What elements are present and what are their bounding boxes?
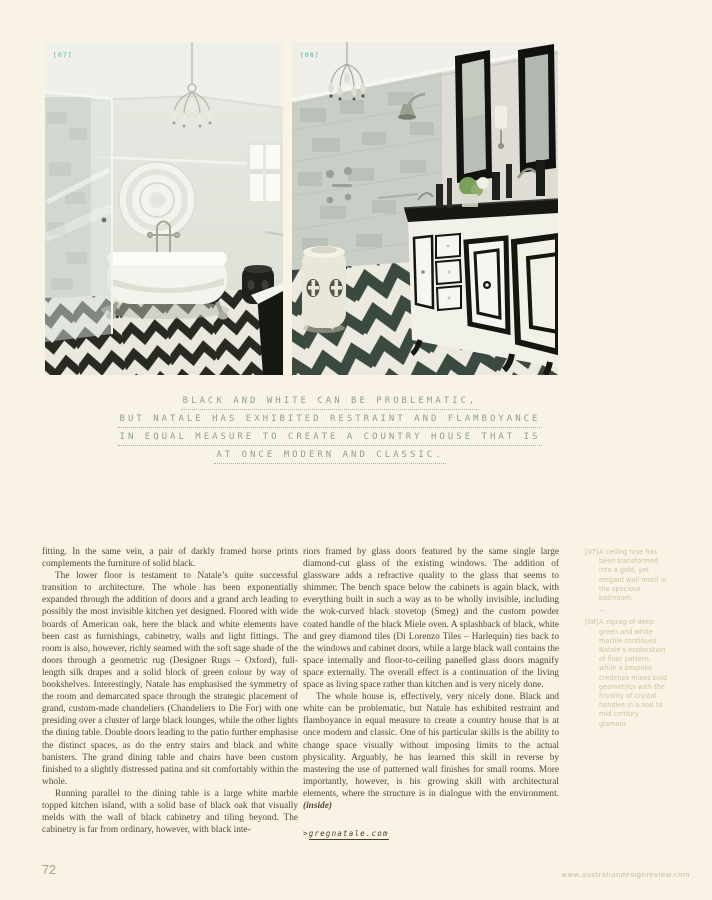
paragraph: Running parallel to the dining table is a large white marble topped kitchen island, with a solid base of black oak that visually melds with the wall of black cabinetry and tiling beyond. The cabinetry is far from ordinary, however, with black inte- [42, 788, 298, 836]
website-url: www.australiandesignreview.com [561, 871, 690, 879]
caption-text: A zigzag of deep green and white marble continues Natale’s exploration of floor pattern, while a bespoke credenza mixes bold geometrics with the frivolity of crystal handles in a nod to mid century glamour. [599, 618, 668, 728]
caption-08 [585, 618, 669, 728]
paragraph: The whole house is, effectively, very nicely done. Black and white can be problematic, but Natale has exhibited restraint and flamboyance in equal measure to create a country house that is at once modern and classic. One of his particular skills is the ability to change space visually without imposing limits to the actual physicality. Arguably, he has learned this skill in reverse by mastering the use of patterned wall finishes for small rooms. More importantly, however, is his growing skill with architectural elements, where the structure is in dialogue with the environment. (inside) [303, 692, 559, 811]
photo-right [292, 42, 558, 375]
framed-mirror-left [455, 50, 492, 183]
window [247, 142, 283, 204]
paragraph: The lower floor is testament to Natale’s quite successful transition to architecture. The whole has been exponentially expanded through the addition of doors and a grand arch leading to possibly the most invisible kitchen yet designed. Floored with wide boards of American oak, here the black and white elements have been cast as furnishings, cabinetry, walls and light fittings. The room is also, however, richly seamed with the soft sage shade of the doors through a geometric rug (Designer Rugs – Oxford), full-length silk drapes and a solid block of green colour by way of bookshelves. Interestingly, Natale has emphasised the symmetry of the room and demarcated space through the strategic placement of grand, custom-made chandeliers (Chandeliers to Die For) with one presiding over a cluster of large black lounges, while the other lights the dining table. Double doors leading to the patio further emphasise the distinct spaces, as do the entry stairs and black and white banisters. The grand dining table and chairs have been custom finished to a slightly distressed patina and sit comfortably within the whole. [42, 571, 298, 787]
paragraph: fitting. In the same vein, a pair of darkly framed horse prints complements the furniture of solid black. [42, 547, 298, 570]
photo-left-label: [07] [53, 51, 73, 59]
inside-endmark: (inside) [303, 800, 332, 811]
pull-quote [40, 396, 620, 468]
margin-captions [585, 548, 669, 729]
pull-quote-line: IN EQUAL MEASURE TO CREATE A COUNTRY HOUSE THAT IS [40, 432, 620, 446]
article-left-column [42, 546, 298, 836]
caption-number: [07] [585, 548, 599, 556]
framed-mirror-right [518, 44, 556, 173]
pull-quote-line: BUT NATALE HAS EXHIBITED RESTRAINT AND FLAMBOYANCE [40, 414, 620, 428]
caption-text: A ceiling rose has been transformed into a gold, yet elegant wall motif in the spacious bathroom. [599, 548, 667, 603]
glass-shower-panel [45, 92, 112, 342]
website-link[interactable] [303, 828, 559, 840]
white-garden-stool [302, 246, 346, 333]
bathroom-tub-photo [45, 42, 283, 375]
link-text: gregnatale.com [308, 829, 389, 839]
pull-quote-line: BLACK AND WHITE CAN BE PROBLEMATIC, [40, 396, 620, 410]
link-arrow: > [303, 829, 309, 839]
article-right-column [303, 546, 559, 840]
shower-door-handle [102, 218, 107, 223]
caption-number: [08] [585, 618, 599, 627]
caption-07 [585, 548, 669, 603]
paragraph: riors framed by glass doors featured by the same single large diamond-cut glass of the existing windows. The addition of glassware adds a refractive quality to the glass that seems to shimmer. The bench space below the cabinets is again black, with everything built in such a way as to be wholly invisible, including the wok-curved black stovetop (Smeg) and the custom powder coated handle of the black Miele oven. A splashback of black, white and grey diamond tiles (Di Lorenzo Tiles – Harlequin) ties back to the windows and cabinet doors, while a large black wall contains the space internally and floor-to-ceiling panelled glass doors magnify space externally. The overall effect is a continuation of the living space as living space rather than kitchen and is very nicely done. [303, 547, 559, 691]
page-number: 72 [42, 863, 56, 877]
pull-quote-line: AT ONCE MODERN AND CLASSIC. [40, 450, 620, 464]
photo-right-label: [08] [300, 51, 320, 59]
photo-left [45, 42, 283, 375]
caption-separator: — [599, 606, 606, 615]
bathroom-vanity-photo [292, 42, 558, 375]
